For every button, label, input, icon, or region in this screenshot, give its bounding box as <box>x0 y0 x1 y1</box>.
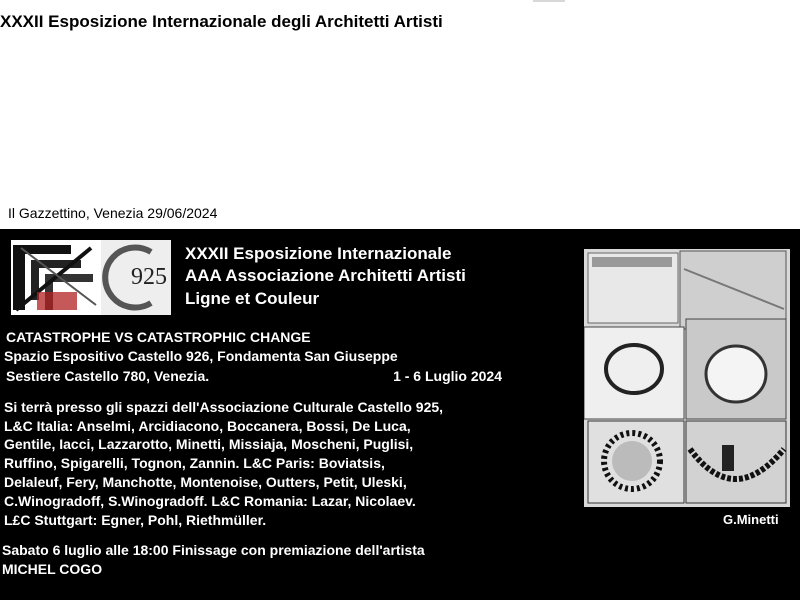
header-exhibition: XXXII Esposizione Internazionale <box>185 244 452 263</box>
participants-line: Gentile, Iacci, Lazzarotto, Minetti, Missiaja, Moscheni, Puglisi, <box>4 436 414 452</box>
finissage-artist: MICHEL COGO <box>2 561 103 577</box>
finissage-line: Sabato 6 luglio alle 18:00 Finissage con premiazione dell'artista <box>2 542 425 558</box>
participants-line: Delaleuf, Fery, Manchotte, Montenoise, Outters, Petit, Uleski, <box>4 474 407 490</box>
participants-line: L£C Stuttgart: Egner, Pohl, Riethmüller. <box>4 512 267 528</box>
participants-intro: Si terrà presso gli spazzi dell'Associazione Culturale Castello 925, <box>4 399 444 415</box>
header-ligne-couleur: Ligne et Couleur <box>185 289 320 308</box>
artwork-collage <box>584 249 790 507</box>
newspaper-source: Il Gazzettino, Venezia 29/06/2024 <box>8 205 218 221</box>
photo-caption: G.Minetti <box>723 512 779 527</box>
venue-line-1: Spazio Espositivo Castello 926, Fondamenta San Giuseppe <box>4 348 398 364</box>
participants-line: Ruffino, Spigarelli, Tognon, Zannin. L&C Paris: Boviatsis, <box>4 455 385 471</box>
announcement-panel <box>0 229 800 600</box>
page-title: XXXII Esposizione Internazionale degli Architetti Artisti <box>0 12 443 31</box>
event-dates: 1 - 6 Luglio 2024 <box>393 368 502 384</box>
participants-line: C.Winogradoff, S.Winogradoff. L&C Romania: Lazar, Nicolaev. <box>4 493 416 509</box>
top-divider-mark <box>533 0 565 2</box>
logo-number: 925 <box>131 264 167 290</box>
association-logo <box>11 240 171 315</box>
artwork-photo <box>584 249 790 507</box>
participants-line: L&C Italia: Anselmi, Arcidiacono, Boccanera, Bossi, De Luca, <box>4 418 411 434</box>
header-association: AAA Associazione Architetti Artisti <box>185 266 466 285</box>
event-title: CATASTROPHE VS CATASTROPHIC CHANGE <box>6 329 311 345</box>
venue-line-2: Sestiere Castello 780, Venezia. <box>6 368 210 384</box>
